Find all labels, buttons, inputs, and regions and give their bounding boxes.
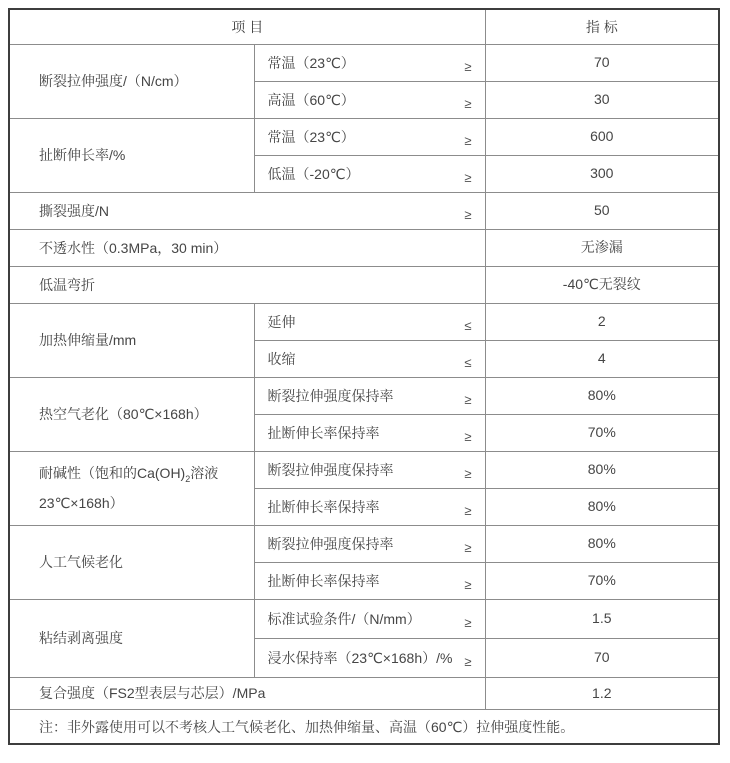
gte-symbol: ≥: [464, 169, 472, 185]
sub-item-cell: [254, 415, 485, 452]
sub-item-cell: [254, 378, 485, 415]
sub-item-label: 低温（-20℃）: [267, 166, 360, 182]
row-label-low-temp-bending: 低温弯折: [9, 267, 485, 304]
header-item-cell: 项 目: [9, 9, 485, 45]
sub-item-label: 标准试验条件/（N/mm）: [267, 611, 421, 627]
value-cell: -40℃无裂纹: [485, 267, 719, 304]
group-label-alkali-resistance: [9, 452, 254, 526]
table-row: [9, 119, 719, 156]
table-row: [9, 230, 719, 267]
sub-item-cell: [254, 563, 485, 600]
value-cell: 70%: [485, 415, 719, 452]
gte-symbol: ≥: [464, 653, 472, 669]
gte-symbol: ≥: [464, 428, 472, 444]
table-row: [9, 526, 719, 563]
value-cell: 2: [485, 304, 719, 341]
gte-symbol: ≥: [464, 132, 472, 148]
value-cell: 70: [485, 639, 719, 678]
sub-item-label: 断裂拉伸强度保持率: [267, 536, 394, 552]
gte-symbol: ≥: [464, 539, 472, 555]
sub-item-cell: [254, 45, 485, 82]
header-row: [9, 9, 719, 45]
table-row: [9, 45, 719, 82]
sub-item-cell: [254, 639, 485, 678]
value-cell: 300: [485, 156, 719, 193]
sub-item-cell: [254, 526, 485, 563]
table-row: [9, 267, 719, 304]
note-text: 注：非外露使用可以不考核人工气候老化、加热伸缩量、高温（60℃）拉伸强度性能。: [9, 710, 719, 745]
sub-item-cell: [254, 119, 485, 156]
sub-item-label: 浸水保持率（23℃×168h）/%: [267, 650, 453, 666]
group-label-hot-air-aging: 热空气老化（80℃×168h）: [9, 378, 254, 452]
sub-item-label: 扯断伸长率保持率: [267, 425, 380, 441]
group-label-tensile-strength: 断裂拉伸强度/（N/cm）: [9, 45, 254, 119]
lte-symbol: ≤: [464, 354, 472, 370]
value-cell: 80%: [485, 452, 719, 489]
table-row: [9, 378, 719, 415]
note-row: [9, 710, 719, 745]
sub-item-cell: [254, 82, 485, 119]
sub-item-label: 高温（60℃）: [267, 92, 355, 108]
group-label-artificial-weathering: 人工气候老化: [9, 526, 254, 600]
value-cell: 80%: [485, 489, 719, 526]
gte-symbol: ≥: [464, 58, 472, 74]
sub-item-label: 常温（23℃）: [267, 55, 355, 71]
gte-symbol: ≥: [464, 614, 472, 630]
sub-item-label: 常温（23℃）: [267, 129, 355, 145]
alkali-label-line2: 23℃×168h）: [39, 495, 124, 512]
sub-item-cell: [254, 452, 485, 489]
gte-symbol: ≥: [464, 391, 472, 407]
value-cell: 70%: [485, 563, 719, 600]
sub-item-cell: [254, 156, 485, 193]
row-label-composite-strength: 复合强度（FS2型表层与芯层）/MPa: [9, 678, 485, 710]
table-row: [9, 452, 719, 489]
value-cell: 80%: [485, 526, 719, 563]
value-cell: 600: [485, 119, 719, 156]
sub-item-cell: [254, 600, 485, 639]
value-cell: 70: [485, 45, 719, 82]
sub-item-label: 断裂拉伸强度保持率: [267, 388, 394, 404]
gte-symbol: ≥: [464, 465, 472, 481]
sub-item-cell: [254, 489, 485, 526]
spec-table: [8, 8, 720, 745]
sub-item-label: 延伸: [267, 314, 296, 330]
row-label-tear-strength: 撕裂强度/N ≥: [9, 193, 485, 230]
lte-symbol: ≤: [464, 317, 472, 333]
sub-item-label: 扯断伸长率保持率: [267, 499, 380, 515]
sub-item-label: 扯断伸长率保持率: [267, 573, 380, 589]
gte-symbol: ≥: [464, 502, 472, 518]
value-cell: 50: [485, 193, 719, 230]
value-cell: 80%: [485, 378, 719, 415]
value-cell: 30: [485, 82, 719, 119]
value-cell: 1.2: [485, 678, 719, 710]
header-index-cell: 指 标: [485, 9, 719, 45]
sub-item-label: 收缩: [267, 351, 296, 367]
table-row: [9, 193, 719, 230]
table-row: [9, 678, 719, 710]
gte-symbol: ≥: [464, 206, 472, 222]
group-label-bond-peel-strength: 粘结剥离强度: [9, 600, 254, 678]
gte-symbol: ≥: [464, 576, 472, 592]
value-cell: 1.5: [485, 600, 719, 639]
group-label-elongation: 扯断伸长率/%: [9, 119, 254, 193]
gte-symbol: ≥: [464, 95, 472, 111]
sub-item-label: 断裂拉伸强度保持率: [267, 462, 394, 478]
table-row: [9, 600, 719, 639]
table-row: [9, 304, 719, 341]
sub-item-cell: [254, 341, 485, 378]
value-cell: 4: [485, 341, 719, 378]
alkali-label-line1: 耐碱性（饱和的$Ca(OH)_2$溶液: [39, 464, 219, 484]
row-label-impermeability: 不透水性（0.3MPa，30 min）: [9, 230, 485, 267]
value-cell: 无渗漏: [485, 230, 719, 267]
sub-item-cell: [254, 304, 485, 341]
group-label-heating-dimension-change: 加热伸缩量/mm: [9, 304, 254, 378]
